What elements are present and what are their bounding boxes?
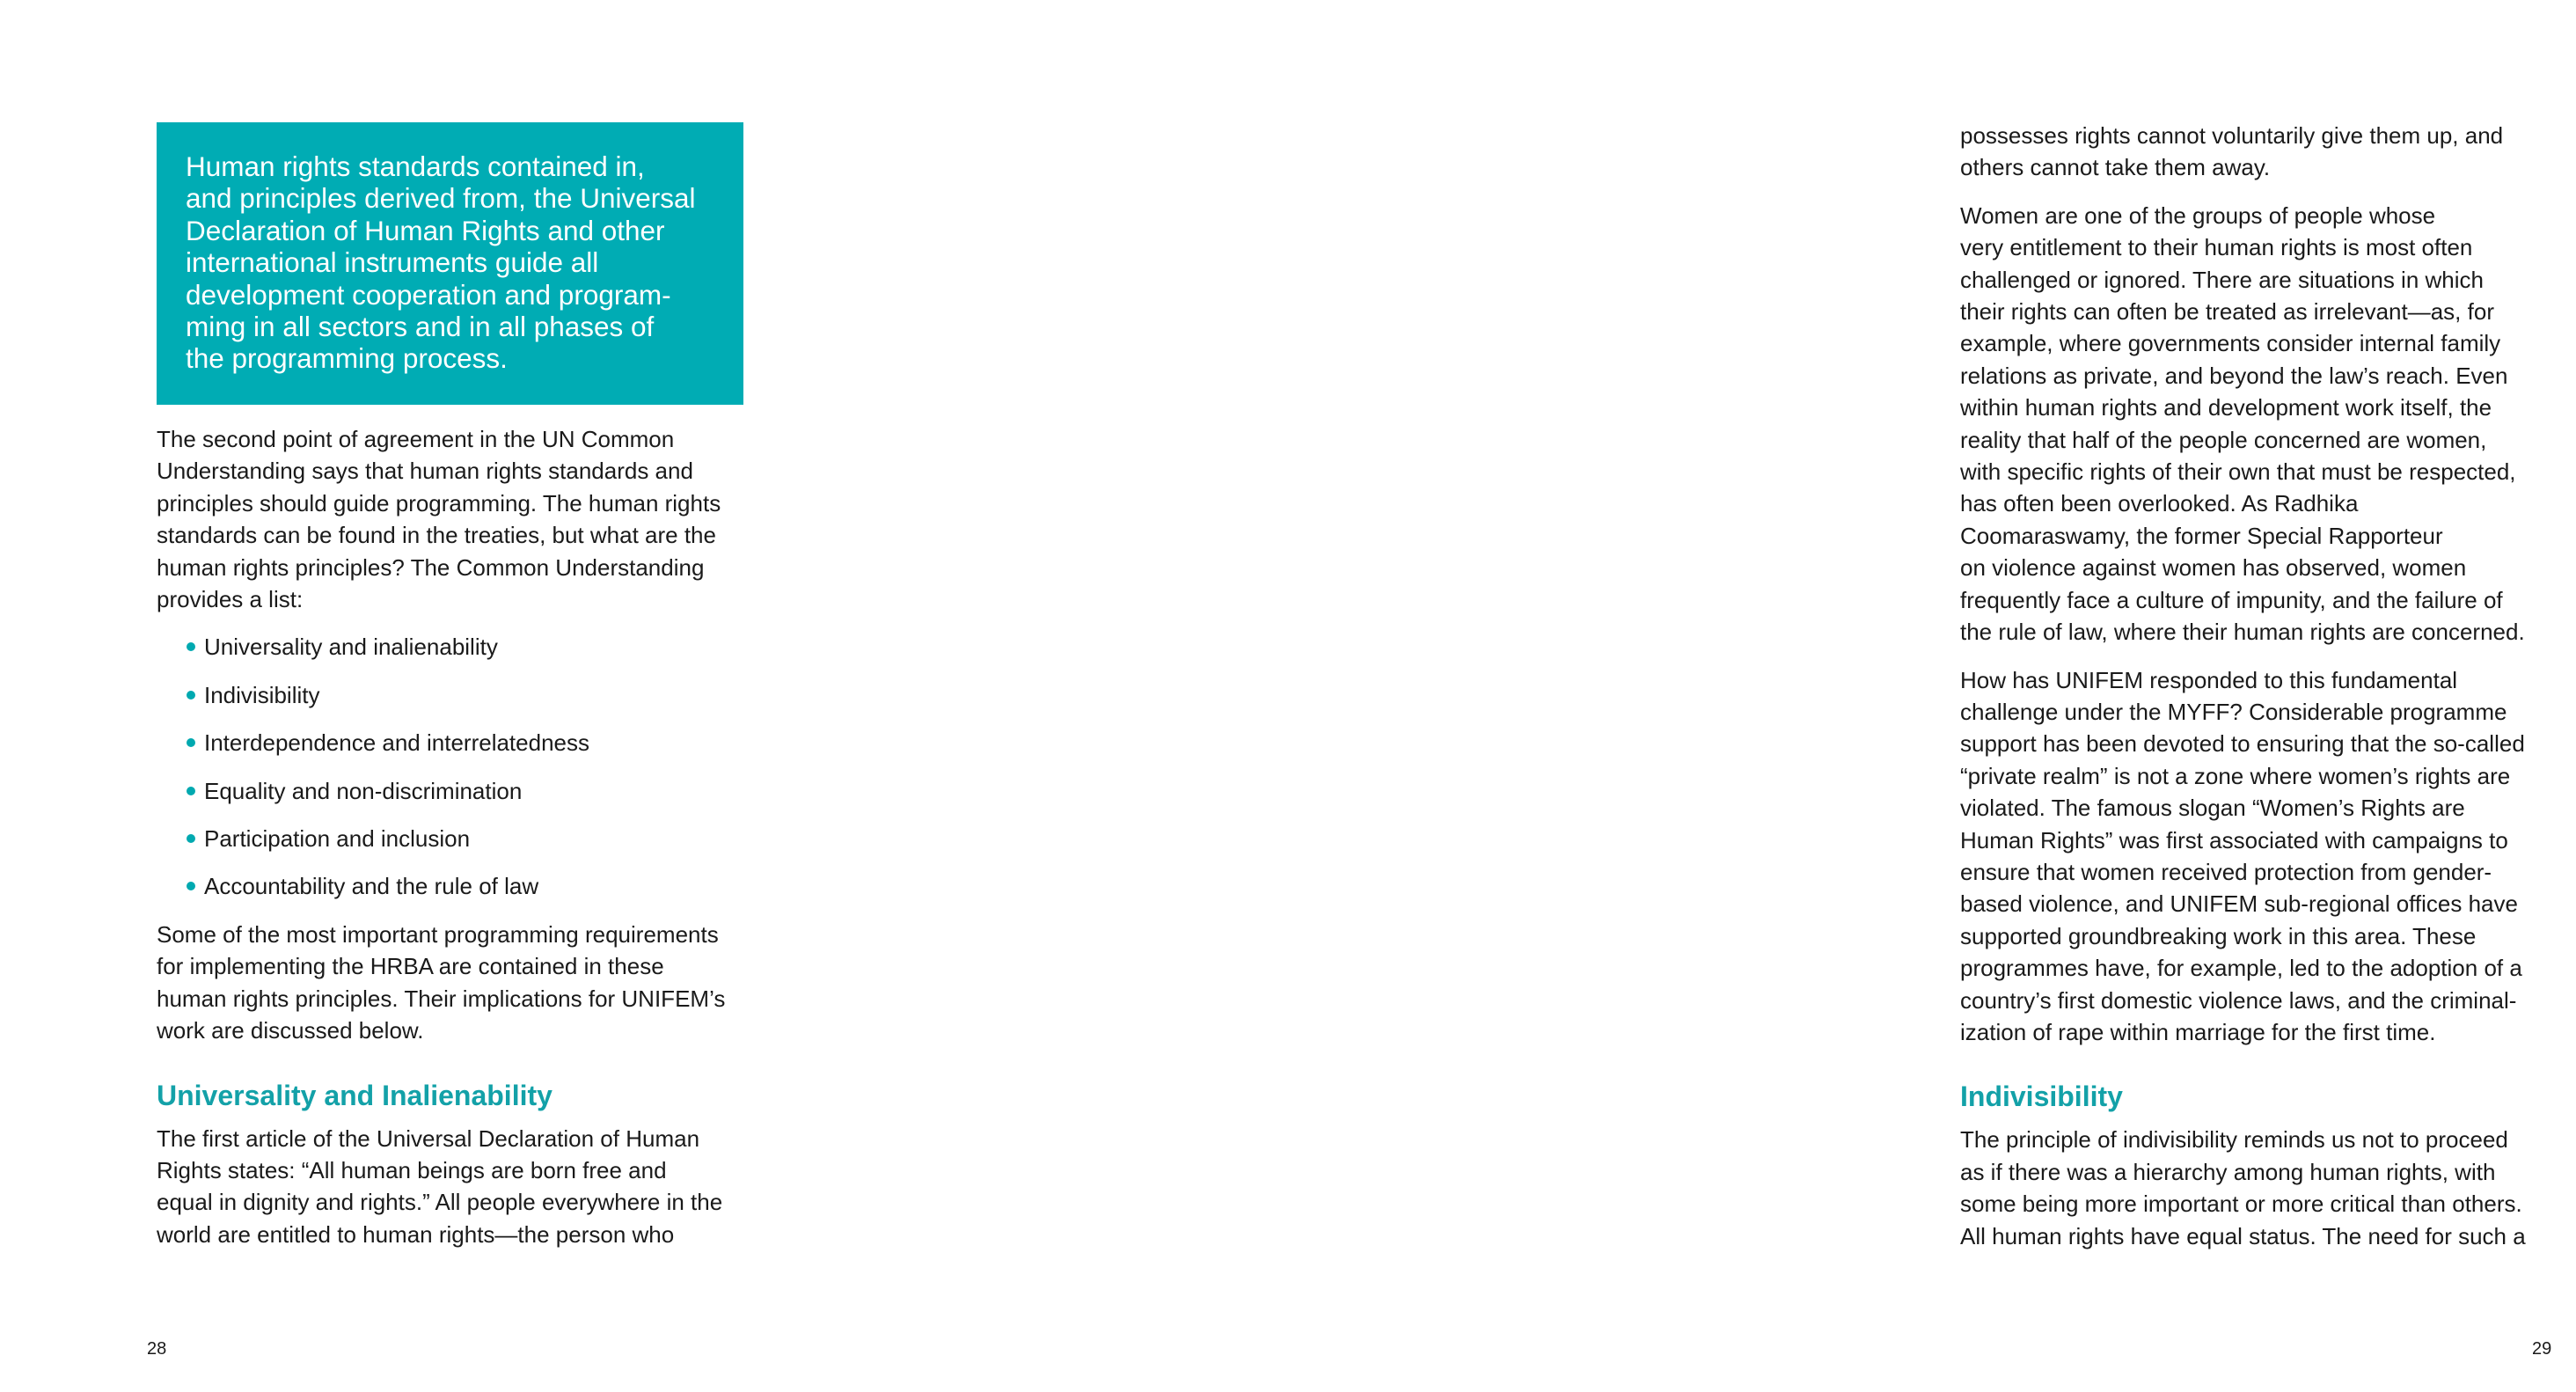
principle-label: Interdependence and interrelatedness	[204, 729, 589, 757]
text-line: standards can be found in the treaties, but what are the	[157, 522, 716, 549]
text-line: very entitlement to their human rights is most often	[1960, 234, 2473, 261]
text-line: The first article of the Universal Declaration of Human	[157, 1125, 700, 1152]
text-line: country’s first domestic violence laws, and the criminal-	[1960, 986, 2517, 1014]
women-rights-paragraph	[1960, 200, 2576, 648]
text-line: challenged or ignored. There are situations in which	[1960, 266, 2484, 293]
list-item	[187, 775, 755, 807]
text-line: challenge under the MYFF? Considerable programme	[1960, 698, 2507, 725]
text-line: Some of the most important programming requirements	[157, 920, 719, 948]
principles-list	[157, 631, 755, 902]
bullet-dot-icon	[187, 738, 195, 747]
list-item	[187, 679, 755, 711]
bullet-dot-icon	[187, 882, 195, 890]
section-heading-universality: Universality and Inalienability	[157, 1079, 553, 1111]
text-line: has often been overlooked. As Radhika	[1960, 490, 2359, 517]
text-line: some being more important or more critical than others.	[1960, 1191, 2522, 1218]
continued-paragraph	[1960, 120, 2576, 184]
principle-label: Indivisibility	[204, 681, 320, 708]
text-line: within human rights and development work itself, the	[1960, 394, 2492, 421]
text-line: world are entitled to human rights—the person who	[157, 1220, 675, 1248]
text-line: human rights principles? The Common Understanding	[157, 553, 705, 581]
indivisibility-paragraph	[1960, 1124, 2576, 1252]
bullet-dot-icon	[187, 787, 195, 795]
text-line: provides a list:	[157, 586, 304, 613]
left-page	[0, 0, 901, 1392]
text-line: human rights principles. Their implications for UNIFEM’s	[157, 985, 726, 1012]
callout-text	[186, 150, 721, 375]
text-line: All human rights have equal status. The need for such a	[1960, 1222, 2526, 1249]
principle-label: Participation and inclusion	[204, 825, 471, 853]
page-number-left: 28	[147, 1339, 167, 1359]
text-line: equal in dignity and rights.” All people everywhere in the	[157, 1189, 723, 1216]
list-item	[187, 631, 755, 663]
principle-label: Universality and inalienability	[204, 634, 498, 661]
text-line: ensure that women received protection from gender-	[1960, 858, 2492, 885]
text-line: ization of rape within marriage for the first time.	[1960, 1018, 2436, 1045]
text-line: Women are one of the groups of people whose	[1960, 201, 2436, 229]
callout-line: development cooperation and program-	[186, 278, 671, 311]
right-text-column	[1960, 120, 2576, 1268]
text-line: on violence against women has observed, women	[1960, 554, 2467, 582]
bullet-dot-icon	[187, 834, 195, 843]
text-line: The second point of agreement in the UN Common	[157, 426, 675, 452]
text-line: possesses rights cannot voluntarily give them up, and	[1960, 122, 2504, 149]
text-line: others cannot take them away.	[1960, 154, 2271, 181]
text-line: their rights can often be treated as irrelevant—as, for	[1960, 298, 2494, 326]
section-heading-indivisibility: Indivisibility	[1960, 1081, 2123, 1113]
text-line: with specific rights of their own that must be respected,	[1960, 458, 2516, 486]
text-line: relations as private, and beyond the law’s reach. Even	[1960, 362, 2508, 389]
text-line: Coomaraswamy, the former Special Rapporteur	[1960, 522, 2443, 549]
text-line: violated. The famous slogan “Women’s Rights are	[1960, 795, 2465, 822]
list-item	[187, 870, 755, 902]
text-line: principles should guide programming. The human rights	[157, 489, 721, 517]
page-number-right: 29	[2532, 1339, 2552, 1359]
text-line: based violence, and UNIFEM sub-regional offices have	[1960, 890, 2518, 918]
requirements-paragraph	[157, 919, 755, 1047]
callout-box	[157, 122, 743, 405]
list-item	[187, 727, 755, 758]
left-text-column	[157, 423, 755, 1266]
text-line: Human Rights” was first associated with campaigns to	[1960, 826, 2508, 854]
text-line: reality that half of the people concerned are women,	[1960, 426, 2487, 453]
text-line: supported groundbreaking work in this area. These	[1960, 922, 2477, 949]
callout-line: and principles derived from, the Universal	[186, 182, 696, 215]
universality-paragraph	[157, 1123, 755, 1251]
text-line: as if there was a hierarchy among human rights, with	[1960, 1158, 2496, 1185]
unifem-response-paragraph	[1960, 664, 2576, 1049]
text-line: example, where governments consider internal family	[1960, 330, 2501, 357]
text-line: Rights states: “All human beings are born free and	[157, 1156, 667, 1183]
principle-label: Accountability and the rule of law	[204, 873, 539, 900]
callout-line: Declaration of Human Rights and other	[186, 214, 665, 246]
callout-line: Human rights standards contained in,	[186, 150, 645, 182]
right-page	[901, 0, 2552, 1392]
principle-label: Equality and non-discrimination	[204, 777, 523, 804]
list-item	[187, 823, 755, 854]
intro-paragraph	[157, 423, 755, 615]
text-line: programmes have, for example, led to the adoption of a	[1960, 955, 2522, 982]
callout-line: international instruments guide all	[186, 246, 599, 279]
bullet-dot-icon	[187, 691, 195, 700]
text-line: support has been devoted to ensuring that the so-called	[1960, 730, 2525, 758]
text-line: work are discussed below.	[157, 1017, 424, 1044]
text-line: frequently face a culture of impunity, and the failure of	[1960, 586, 2503, 613]
text-line: “private realm” is not a zone where women’s rights are	[1960, 762, 2511, 789]
text-line: for implementing the HRBA are contained in these	[157, 953, 664, 980]
text-line: Understanding says that human rights standards and	[157, 458, 693, 485]
bullet-dot-icon	[187, 642, 195, 651]
callout-line: ming in all sectors and in all phases of	[186, 311, 655, 343]
callout-line: the programming process.	[186, 342, 508, 375]
text-line: The principle of indivisibility reminds us not to proceed	[1960, 1126, 2508, 1154]
text-line: How has UNIFEM responded to this fundamental	[1960, 666, 2458, 693]
text-line: the rule of law, where their human rights are concerned.	[1960, 619, 2525, 646]
